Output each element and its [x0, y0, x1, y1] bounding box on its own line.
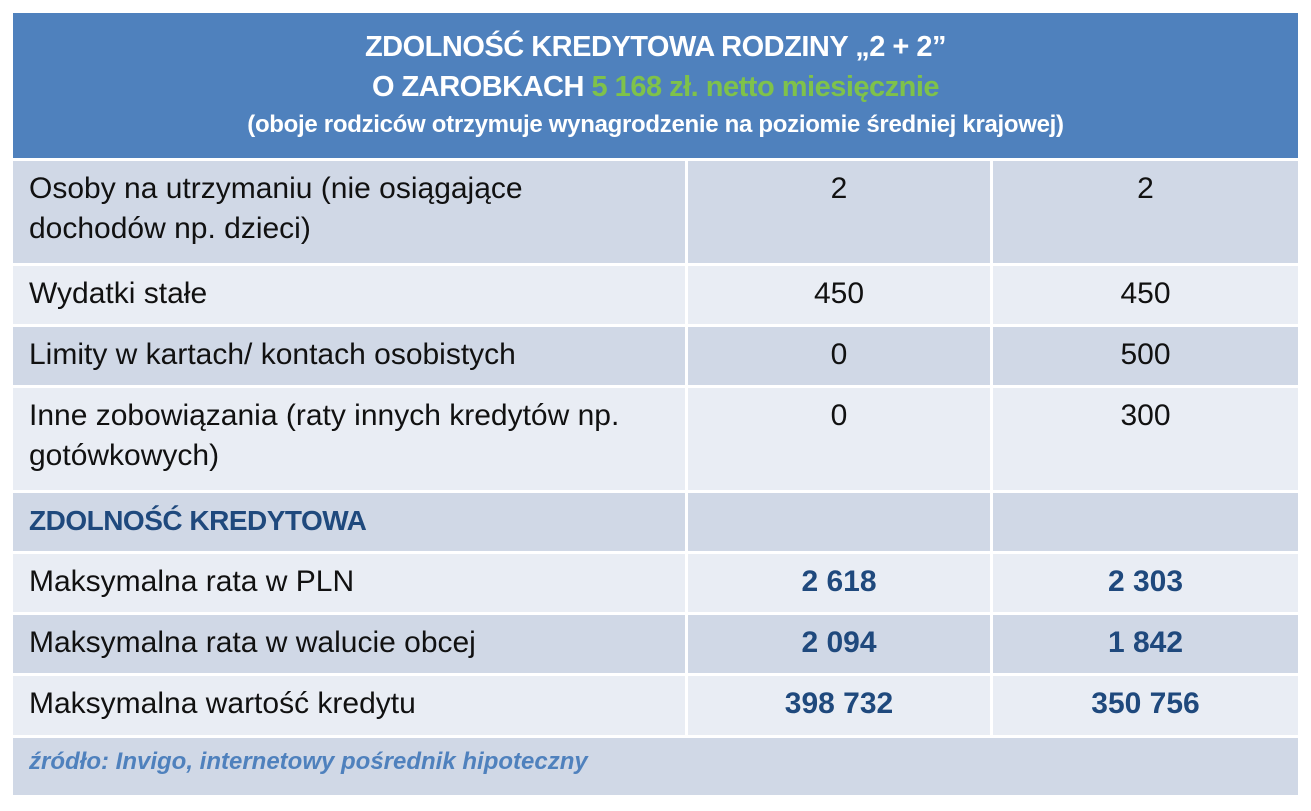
table-row — [13, 388, 1298, 490]
row-label: Maksymalna wartość kredytu — [13, 676, 685, 735]
result-row — [13, 554, 1298, 612]
source-note: źródło: Invigo, internetowy pośrednik hipoteczny — [13, 738, 1298, 795]
title: ZDOLNOŚĆ KREDYTOWA RODZINY „2 + 2” — [364, 31, 947, 63]
row-label: Osoby na utrzymaniu (nie osiągające dochodów np. dzieci) — [13, 161, 685, 263]
result-row — [13, 615, 1298, 673]
row-value-1: 0 — [688, 327, 990, 385]
row-value-1: 398 732 — [688, 676, 990, 735]
row-label: Limity w kartach/ kontach osobistych — [13, 327, 685, 385]
row-value-2: 350 756 — [993, 676, 1298, 735]
row-label: Maksymalna rata w PLN — [13, 554, 685, 612]
row-value-2: 450 — [993, 266, 1298, 324]
result-row — [13, 676, 1298, 735]
row-value-1: 0 — [688, 388, 990, 490]
row-value-2: 300 — [993, 388, 1298, 490]
row-value-2: 500 — [993, 327, 1298, 385]
income-highlight: 5 168 zł. netto miesięcznie — [591, 71, 940, 103]
row-value-2: 2 303 — [993, 554, 1298, 612]
subtitle-note: (oboje rodziców otrzymuje wynagrodzenie na poziomie średniej krajowej) — [247, 111, 1064, 138]
table-row — [13, 266, 1298, 324]
row-value-1: 2 094 — [688, 615, 990, 673]
row-value-1: 450 — [688, 266, 990, 324]
subtitle-prefix: O ZAROBKACH — [371, 71, 584, 103]
empty-cell — [688, 493, 990, 551]
section-title: ZDOLNOŚĆ KREDYTOWA — [13, 493, 685, 551]
table-header — [13, 13, 1298, 158]
row-label: Wydatki stałe — [13, 266, 685, 324]
row-value-2: 1 842 — [993, 615, 1298, 673]
empty-cell — [993, 493, 1298, 551]
table-row — [13, 327, 1298, 385]
row-label: Inne zobowiązania (raty innych kredytów np. gotówkowych) — [13, 388, 685, 490]
table-row — [13, 161, 1298, 263]
row-value-2: 2 — [993, 161, 1298, 263]
row-value-1: 2 — [688, 161, 990, 263]
row-label: Maksymalna rata w walucie obcej — [13, 615, 685, 673]
section-row — [13, 493, 1298, 551]
row-value-1: 2 618 — [688, 554, 990, 612]
credit-table — [13, 13, 1298, 795]
subtitle — [13, 67, 1298, 107]
